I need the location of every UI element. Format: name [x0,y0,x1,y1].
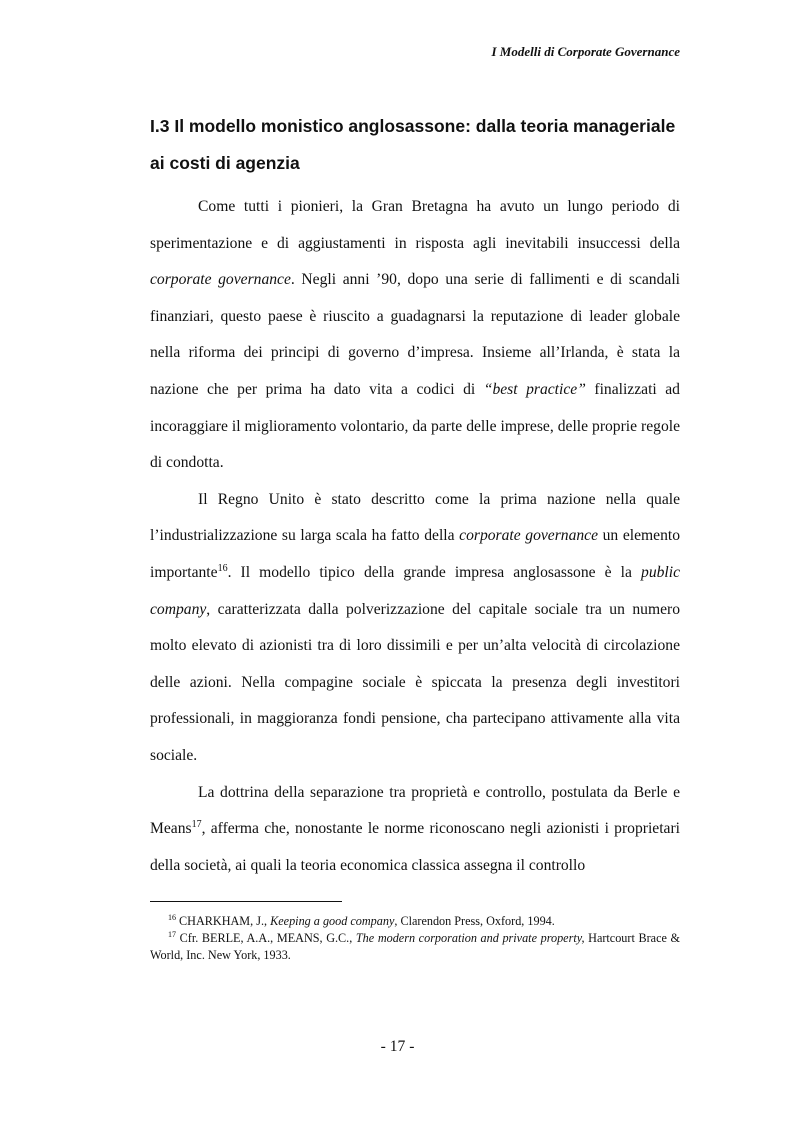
footnote-text: Hartcourt Brace & World, Inc. New York, 1933. [150,931,681,962]
paragraph-3 [150,775,680,885]
footnote-ref-16[interactable]: 16 [217,562,228,574]
italic-term: corporate governance [150,271,291,289]
body-text [150,189,680,884]
paragraph-text: . Il modello tipico della grande impresa anglosassone è la [227,563,642,581]
footnotes [150,913,680,964]
footnote-title: The modern corporation and private property, [355,931,585,945]
page-number: - 17 - [380,1038,415,1055]
footnote-title: Keeping a good company [270,914,395,928]
paragraph-text: finalizzati ad incoraggiare il miglioramento volontario, da parte delle imprese, delle proprie regole di condotta. [150,380,680,472]
paragraph-text: , caratterizzata dalla polverizzazione del capitale sociale tra un numero molto elevato di azionisti tra di loro dissimili e per un’alta velocità di circolazione delle azioni. Nella compagine sociale è spiccata la presenza degli investitori professionali, in maggioranza fondi pensione, cha partecipano attivamente alla vita sociale. [150,600,680,764]
paragraph-text: . Negli anni ’90, dopo una serie di fallimenti e di scandali finanziari, questo paese è riuscito a guadagnarsi la reputazione di leader globale nella riforma dei principi di governo d’impresa. Insieme all’Irlanda, è stata la nazione che per prima ha dato vita a codici di [150,271,680,398]
paragraph-2 [150,482,680,775]
paragraph-text: Il Regno Unito è stato descritto come la prima nazione nella quale l’industrializzazione su larga scala ha fatto della [150,490,680,545]
footnote-number: 16 [168,912,176,922]
footnote-text: CHARKHAM, J., [176,914,271,928]
footnote-17 [150,930,680,964]
footnote-text: Cfr. BERLE, A.A., MEANS, G.C., [176,931,356,945]
section-title [150,108,690,182]
paragraph-text: un elemento importante [150,527,681,581]
section-title-text: Il modello monistico anglosassone: dalla teoria manageriale ai costi di agenzia [150,116,676,173]
paragraph-1 [150,189,680,482]
footnote-ref-17[interactable]: 17 [191,818,202,830]
italic-term: corporate governance [459,527,599,545]
footnote-divider [150,901,342,902]
footnote-16 [150,913,680,930]
section-number: I.3 [150,116,170,136]
running-head: I Modelli di Corporate Governance [491,44,680,59]
paragraph-text: Come tutti i pionieri, la Gran Bretagna ha avuto un lungo periodo di sperimentazione e di aggiustamenti in risposta agli inevitabili insuccessi della [150,198,680,252]
paragraph-text: La dottrina della separazione tra proprietà e controllo, postulata da Berle e Means [150,783,680,838]
footnote-text: , Clarendon Press, Oxford, 1994. [394,914,555,928]
italic-term: public company [150,563,680,618]
italic-term: “best practice” [483,380,586,398]
footnote-number: 17 [168,929,176,939]
paragraph-text: , afferma che, nonostante le norme riconoscano negli azionisti i proprietari della società, ai quali la teoria economica classica assegna il controllo [150,820,680,874]
